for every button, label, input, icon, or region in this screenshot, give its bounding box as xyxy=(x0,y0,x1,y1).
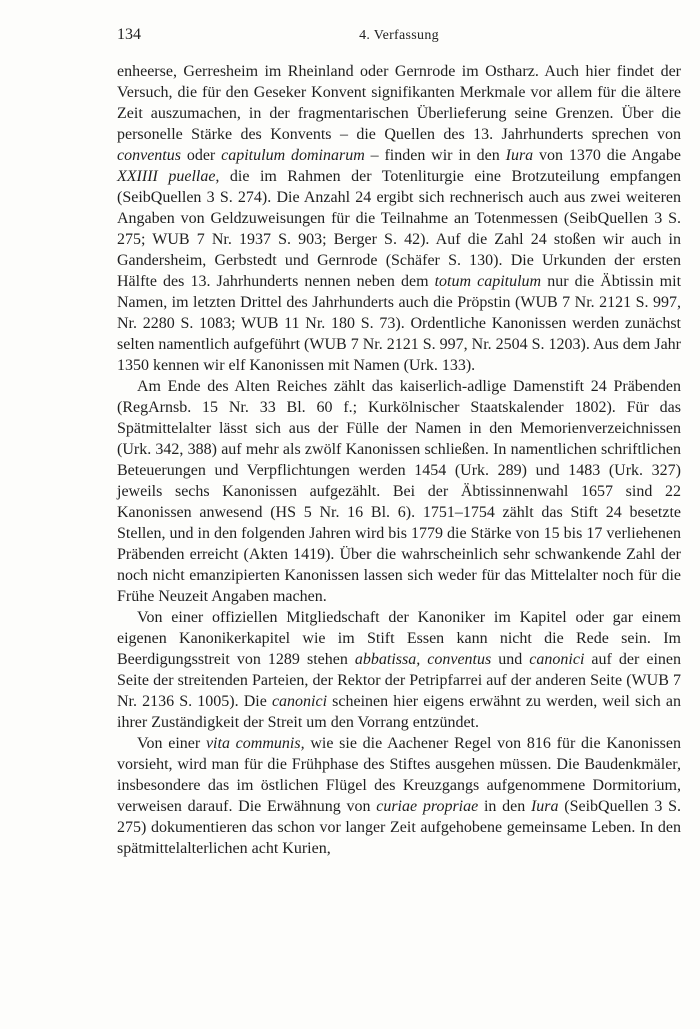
text-run: (SeibQuellen 3 S. 275) dokumentieren das schon vor langer Zeit aufgehobene gemeinsame Leben. In den spätmittelalterlichen acht Kurien, xyxy=(117,798,682,857)
italic-text: canonici xyxy=(271,693,328,710)
italic-text: conventus xyxy=(117,147,181,164)
text-run: Von einer offiziellen Mitgliedschaft der Kanoniker im Kapitel oder gar einem eigenen Kanonikerkapitel wie im Stift Essen kann nicht die Rede sein. Im Beerdigungsstreit von 1289 stehen xyxy=(117,609,681,668)
running-head: 4. Verfassung xyxy=(359,28,439,43)
text-run: scheinen hier eigens erwähnt zu werden, weil sich an ihrer Zuständigkeit der Streit um den Vorrang entzündet. xyxy=(117,693,681,731)
text-run: die im Rahmen der Totenliturgie eine Brotzuteilung empfangen (SeibQuellen 3 S. 274). Die Anzahl 24 ergibt sich rechnerisch auch aus zwei weiteren Angaben von Geldzuweisungen für die Teilnahme an Totenmessen (SeibQuellen 3 S. 275; WUB 7 Nr. 1937 S. 903; Berger S. 42). Auf die Zahl 24 stoßen wir auch in Gandersheim, Gerbstedt und Gernrode (Schäfer S. 130). Die Urkunden der ersten Hälfte des 13. Jahrhunderts nennen neben dem xyxy=(117,168,682,290)
paragraph xyxy=(117,607,681,733)
italic-text: vita communis, xyxy=(205,735,305,752)
page-number: 134 xyxy=(117,26,141,43)
text-run: von 1370 die Angabe xyxy=(533,147,681,164)
italic-text: totum capitulum xyxy=(434,273,542,290)
paragraph xyxy=(117,376,681,607)
italic-text: Iura xyxy=(530,798,559,815)
text-run: – finden wir in den xyxy=(364,147,506,164)
italic-text: XXIIII puellae, xyxy=(117,168,220,185)
text-run: enheerse, Gerresheim im Rheinland oder Gernrode im Ostharz. Auch hier findet der Versuch, die für den Geseker Konvent signifikanten Merkmale vor allem für die ältere Zeit auszumachen, in der fragmentarischen Überlieferung seine Grenzen. Über die personelle Stärke des Konvents – die Quellen des 13. Jahrhunderts sprechen von xyxy=(117,63,681,143)
body-text xyxy=(117,61,681,859)
paragraph xyxy=(117,733,681,859)
paragraph xyxy=(117,61,681,376)
italic-text: curiae propriae xyxy=(376,798,479,815)
page-header xyxy=(117,26,681,48)
italic-text: capitulum dominarum xyxy=(221,147,365,164)
text-run: und xyxy=(491,651,530,668)
italic-text: Iura xyxy=(505,147,534,164)
italic-text: abbatissa, conventus xyxy=(354,651,492,668)
text-run: auf der einen Seite der streitenden Parteien, der Rektor der Petripfarrei auf der anderen Seite (WUB 7 Nr. 2136 S. 1005). Die xyxy=(117,651,681,710)
text-run: nur die Äbtissin mit Namen, im letzten Drittel des Jahrhunderts auch die Pröpstin (WUB 7 Nr. 2121 S. 997, Nr. 2280 S. 1083; WUB 11 Nr. 180 S. 73). Ordentliche Kanonissen werden zunächst selten namentlich aufgeführt (WUB 7 Nr. 2121 S. 997, Nr. 2504 S. 1203). Aus dem Jahr 1350 kennen wir elf Kanonissen mit Namen (Urk. 133). xyxy=(117,273,682,374)
text-run: oder xyxy=(180,147,222,164)
text-run: wie sie die Aachener Regel von 816 für die Kanonissen vorsieht, wird man für die Frühphase des Stiftes ausgehen müssen. Die Baudenkmäler, insbesondere das im östlichen Flügel des Kreuzgangs aufgenommene Dormitorium, verweisen darauf. Die Erwähnung von xyxy=(117,735,682,815)
italic-text: canonici xyxy=(529,651,585,668)
text-run: in den xyxy=(478,798,531,815)
text-run: Von einer xyxy=(137,735,206,752)
text-run: Am Ende des Alten Reiches zählt das kaiserlich-adlige Damenstift 24 Präbenden (RegArnsb. 15 Nr. 33 Bl. 60 f.; Kurkölnischer Staatskalender 1802). Für das Spätmittelalter lässt sich aus der Fülle der Namen in den Memorienverzeichnissen (Urk. 342, 388) auf mehr als zwölf Kanonissen schließen. In namentlichen schriftlichen Beteuerungen und Verpflichtungen werden 1454 (Urk. 289) und 1483 (Urk. 327) jeweils sechs Kanonissen aufgezählt. Bei der Äbtissinnenwahl 1657 sind 22 Kanonissen anwesend (HS 5 Nr. 16 Bl. 6). 1751–1754 zählt das Stift 24 besetzte Stellen, und in den folgenden Jahren wird bis 1779 die Stärke von 15 bis 17 verliehenen Präbenden erreicht (Akten 1419). Über die wahrscheinlich sehr schwankende Zahl der noch nicht emanzipierten Kanonissen lassen sich weder für das Mittelalter noch für die Frühe Neuzeit Angaben machen. xyxy=(117,378,681,605)
